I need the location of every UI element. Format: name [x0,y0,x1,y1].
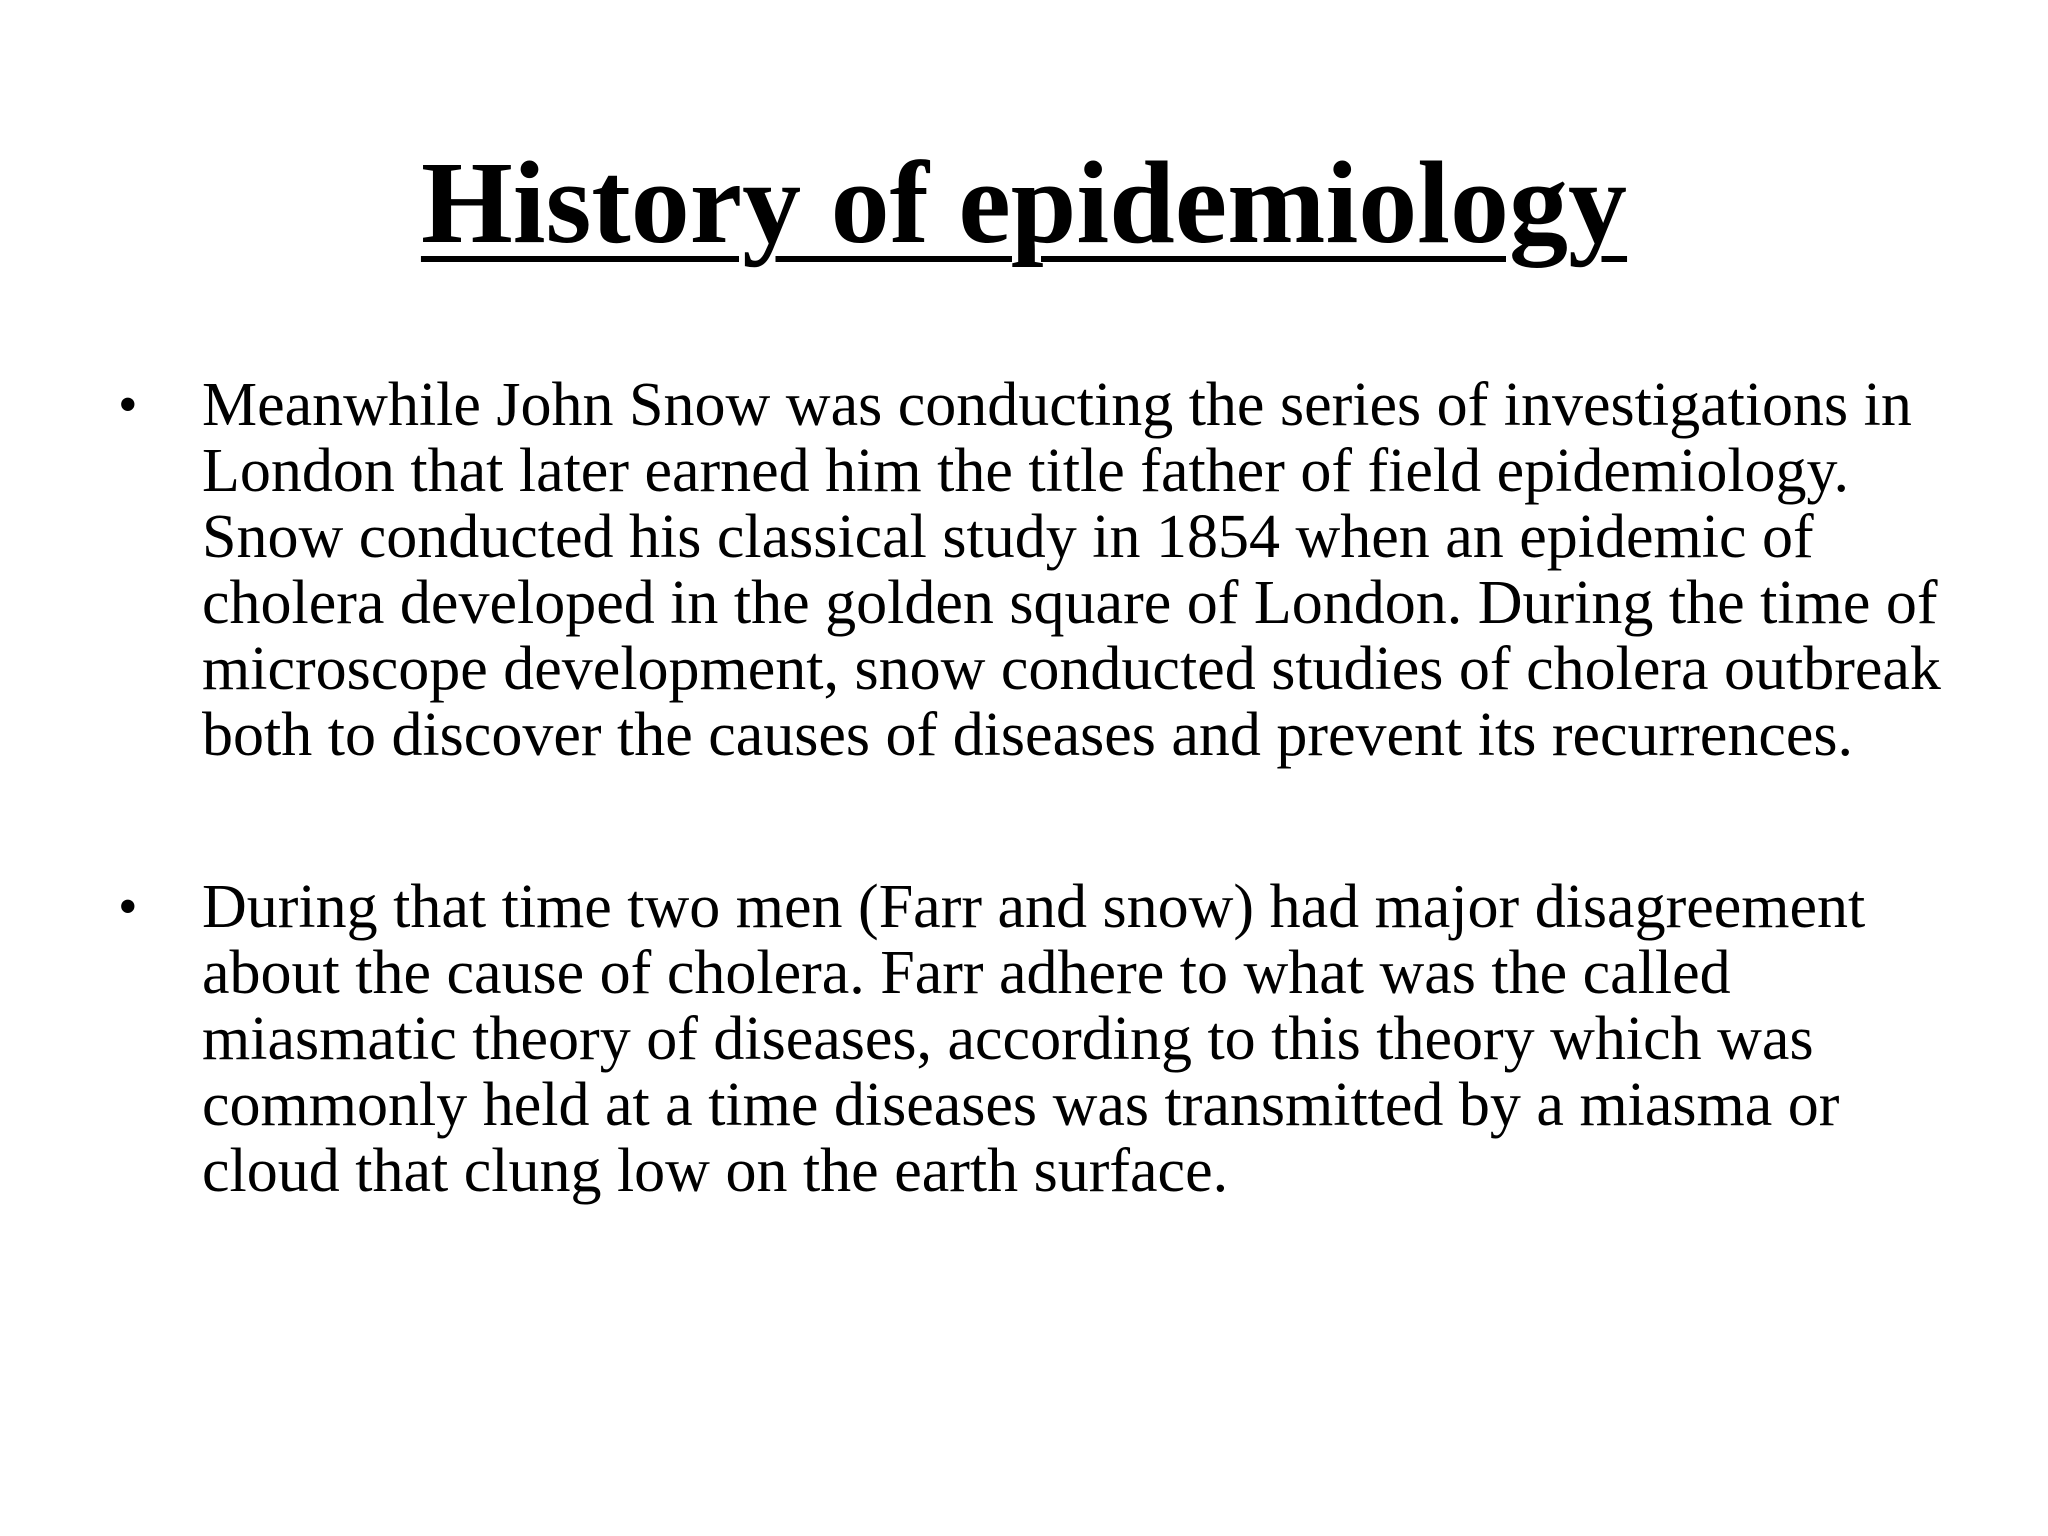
bullet-list [118,372,1948,1204]
bullet-marker: • [118,374,138,436]
bullet-text: Meanwhile John Snow was conducting the series of investigations in London that later earned him the title father of field epidemiology. Snow conducted his classical study in 1854 when an epidemic of cholera developed in the golden square of London. During the time of microscope development, snow conducted studies of cholera outbreak both to discover the causes of diseases and prevent its recurrences. [202,371,1941,769]
bullet-text: During that time two men (Farr and snow) had major disagreement about the cause of cholera. Farr adhere to what was the called miasmatic theory of diseases, according to this theory which was commonly held at a time diseases was transmitted by a miasma or cloud that clung low on the earth surface. [202,873,1866,1205]
slide-title [0,138,2048,268]
bullet-marker: • [118,876,138,938]
slide-title-text: History of epidemiology [420,137,1628,268]
bullet-item [118,874,1948,1204]
bullet-item [118,372,1948,768]
